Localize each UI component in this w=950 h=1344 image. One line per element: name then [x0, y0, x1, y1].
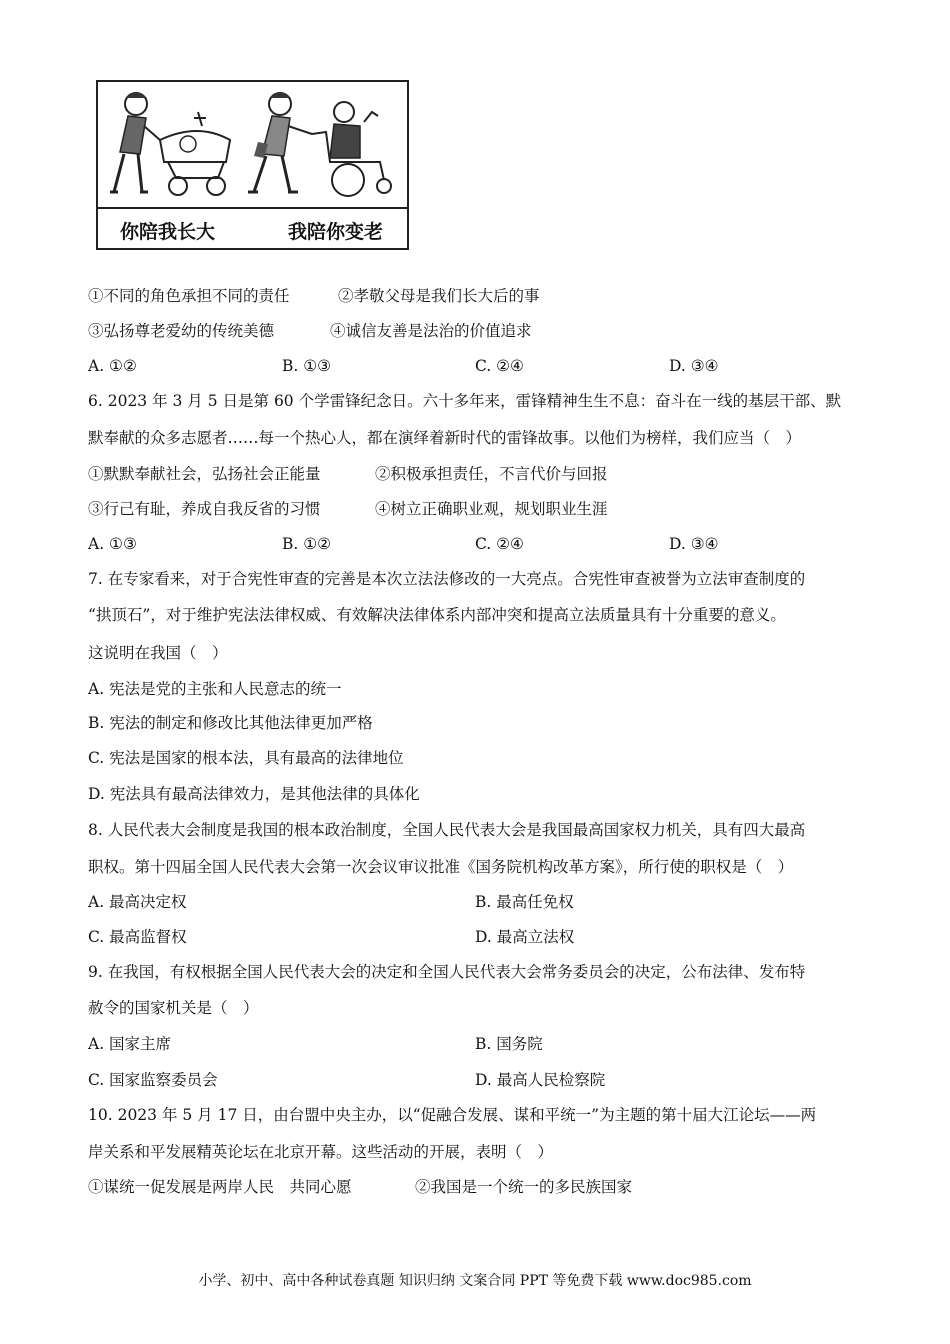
q6-statement-1: ①默默奉献社会，弘扬社会正能量 — [88, 465, 321, 483]
q10-statement-1: ①谋统一促发展是两岸人民 共同心愿 — [88, 1178, 352, 1196]
q5-option-a: A. ①② — [88, 357, 137, 375]
q7-option-b: B. 宪法的制定和修改比其他法律更加严格 — [88, 714, 373, 732]
q7-stem-line-2: “拱顶石”，对于维护宪法法律权威、有效解决法律体系内部冲突和提高立法质量具有十分重要的意义。 — [88, 606, 786, 624]
q9-stem-line-1: 9. 在我国，有权根据全国人民代表大会的决定和全国人民代表大会常务委员会的决定，公布法律、发布特 — [88, 963, 806, 981]
q6-statement-4: ④树立正确职业观，规划职业生涯 — [375, 500, 608, 518]
q7-option-a: A. 宪法是党的主张和人民意志的统一 — [88, 680, 342, 698]
q9-option-b: B. 国务院 — [475, 1035, 543, 1053]
q9-stem-line-2: 赦令的国家机关是（ ） — [88, 999, 259, 1017]
caption-left: 你陪我长大 — [120, 221, 216, 243]
q5-option-b: B. ①③ — [282, 357, 332, 375]
q7-option-d: D. 宪法具有最高法律效力，是其他法律的具体化 — [88, 785, 420, 803]
q6-option-b: B. ①② — [282, 535, 332, 553]
q8-stem-line-1: 8. 人民代表大会制度是我国的根本政治制度，全国人民代表大会是我国最高国家权力机关，具有四大最高 — [88, 821, 806, 839]
q9-option-d: D. 最高人民检察院 — [475, 1071, 606, 1089]
q10-statement-2: ②我国是一个统一的多民族国家 — [415, 1178, 633, 1196]
q10-stem-line-2: 岸关系和平发展精英论坛在北京开幕。这些活动的开展，表明（ ） — [88, 1143, 554, 1161]
q6-statement-2: ②积极承担责任，不言代价与回报 — [375, 465, 608, 483]
caption-right: 我陪你变老 — [288, 221, 384, 243]
q8-option-a: A. 最高决定权 — [88, 893, 187, 911]
q6-stem-line-1: 6. 2023 年 3 月 5 日是第 60 个学雷锋纪念日。六十多年来，雷锋精神生生不息：奋斗在一线的基层干部、默 — [88, 392, 842, 410]
q6-option-c: C. ②④ — [475, 535, 524, 553]
q6-option-a: A. ①③ — [88, 535, 137, 553]
q6-option-d: D. ③④ — [669, 535, 719, 553]
q6-stem-line-2: 默奉献的众多志愿者……每一个热心人，都在演绎着新时代的雷锋故事。以他们为榜样，我们应当（ ） — [88, 429, 802, 447]
q8-option-c: C. 最高监督权 — [88, 928, 187, 946]
page-footer: 小学、初中、高中各种试卷真题 知识归纳 文案合同 PPT 等免费下载 www.doc985.com — [198, 1273, 752, 1289]
q5-statement-2: ②孝敬父母是我们长大后的事 — [338, 287, 540, 305]
q7-stem-line-1: 7. 在专家看来，对于合宪性审查的完善是本次立法法修改的一大亮点。合宪性审查被誉为立法审查制度的 — [88, 570, 806, 588]
q10-stem-line-1: 10. 2023 年 5 月 17 日，由台盟中央主办，以“促融合发展、谋和平统一”为主题的第十届大江论坛——两 — [88, 1106, 817, 1124]
q7-stem-line-3: 这说明在我国（ ） — [88, 644, 228, 662]
q8-option-d: D. 最高立法权 — [475, 928, 575, 946]
q9-option-a: A. 国家主席 — [88, 1035, 172, 1053]
q5-statement-1: ①不同的角色承担不同的责任 — [88, 287, 290, 305]
q5-option-c: C. ②④ — [475, 357, 524, 375]
q9-option-c: C. 国家监察委员会 — [88, 1071, 218, 1089]
q5-statement-3: ③弘扬尊老爱幼的传统美德 — [88, 322, 275, 340]
q8-stem-line-2: 职权。第十四届全国人民代表大会第一次会议审议批准《国务院机构改革方案》，所行使的职权是（ ） — [88, 858, 794, 876]
q6-statement-3: ③行己有耻，养成自我反省的习惯 — [88, 500, 321, 518]
q8-option-b: B. 最高任免权 — [475, 893, 574, 911]
cartoon-illustration — [96, 80, 409, 250]
q5-statement-4: ④诚信友善是法治的价值追求 — [330, 322, 532, 340]
q7-option-c: C. 宪法是国家的根本法，具有最高的法律地位 — [88, 749, 404, 767]
q5-option-d: D. ③④ — [669, 357, 719, 375]
